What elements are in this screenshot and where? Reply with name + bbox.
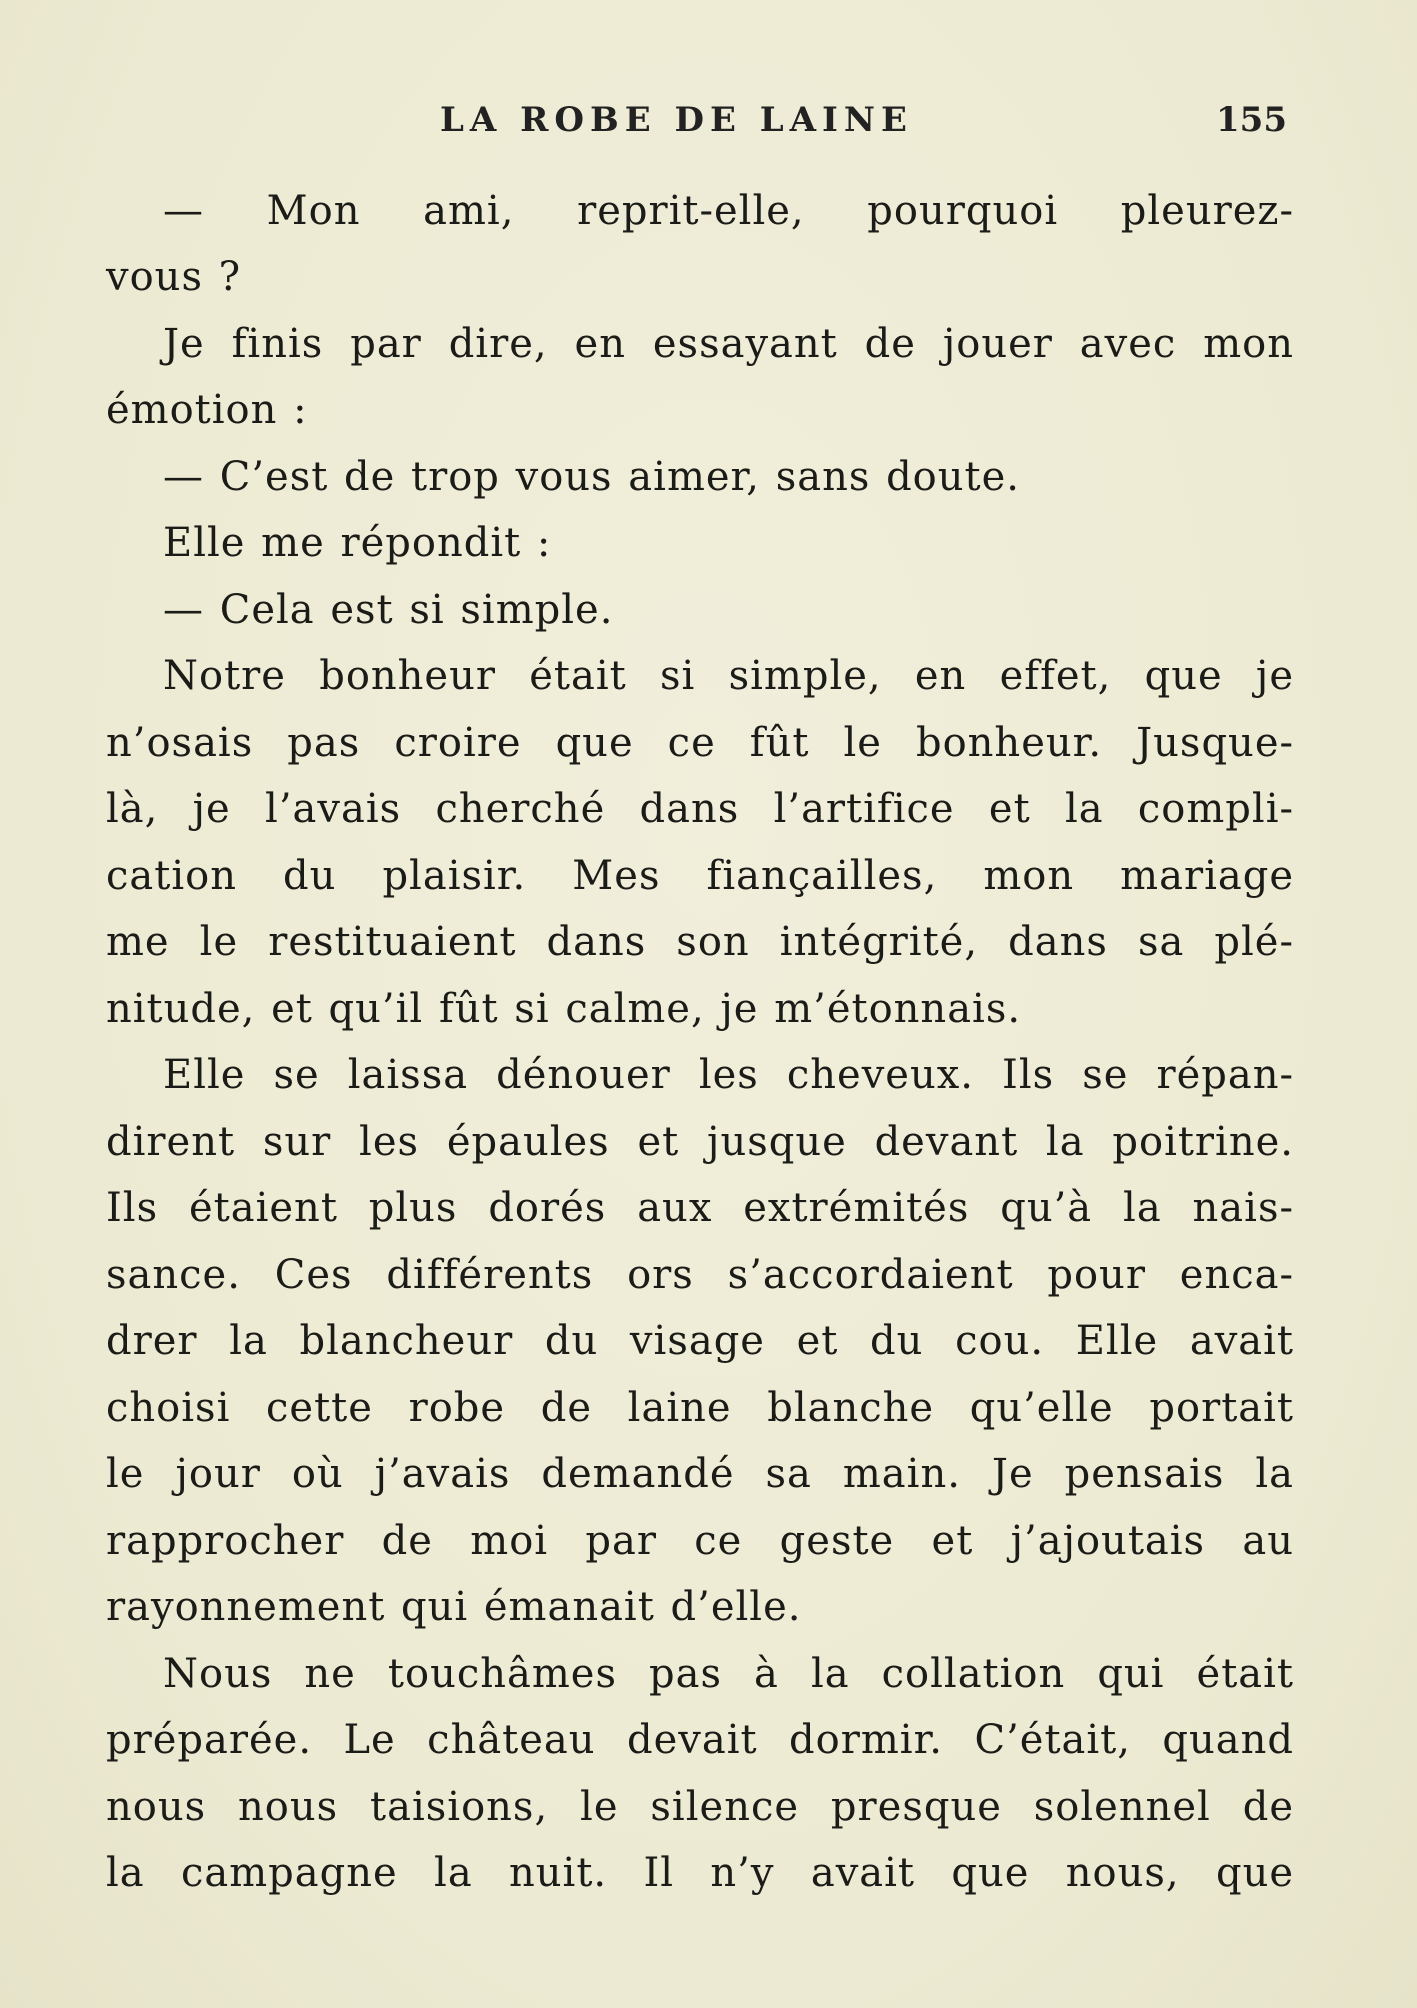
text-line: Nous ne touchâmes pas à la collation qui était — [163, 1651, 1294, 1697]
running-head: LA ROBE DE LAINE — [440, 100, 913, 140]
text-line: émotion : — [106, 387, 308, 433]
text-line: Ils étaient plus dorés aux extrémités qu’à la nais- — [106, 1185, 1294, 1231]
text-line: me le restituaient dans son intégrité, dans sa plé- — [106, 919, 1294, 965]
page-number: 155 — [1216, 100, 1287, 140]
text-line: nous nous taisions, le silence presque solennel de — [106, 1784, 1294, 1830]
text-line: rapprocher de moi par ce geste et j’ajoutais au — [106, 1518, 1294, 1564]
text-line: n’osais pas croire que ce fût le bonheur. Jusque- — [106, 720, 1294, 766]
text-line: — Cela est si simple. — [163, 587, 614, 633]
text-line: choisi cette robe de laine blanche qu’elle portait — [106, 1385, 1294, 1431]
text-line: là, je l’avais cherché dans l’artifice et la compli- — [106, 786, 1294, 832]
text-line: drer la blancheur du visage et du cou. Elle avait — [106, 1318, 1294, 1364]
text-line: Elle se laissa dénouer les cheveux. Ils se répan- — [163, 1052, 1294, 1098]
text-line: cation du plaisir. Mes fiançailles, mon mariage — [106, 853, 1294, 899]
text-line: Notre bonheur était si simple, en effet, que je — [163, 653, 1294, 699]
text-line: vous ? — [106, 254, 242, 300]
text-line: la campagne la nuit. Il n’y avait que nous, que — [106, 1850, 1294, 1896]
text-line: — Mon ami, reprit-elle, pourquoi pleurez- — [163, 188, 1294, 234]
text-line: dirent sur les épaules et jusque devant la poitrine. — [106, 1119, 1294, 1165]
text-line: le jour où j’avais demandé sa main. Je pensais la — [106, 1451, 1294, 1497]
text-line: Je finis par dire, en essayant de jouer avec mon — [163, 321, 1294, 367]
text-line: sance. Ces différents ors s’accordaient pour enca- — [106, 1252, 1294, 1298]
text-line: rayonnement qui émanait d’elle. — [106, 1584, 802, 1630]
text-line: préparée. Le château devait dormir. C’était, quand — [106, 1717, 1294, 1763]
text-line: — C’est de trop vous aimer, sans doute. — [163, 454, 1020, 500]
text-line: Elle me répondit : — [163, 520, 552, 566]
text-line: nitude, et qu’il fût si calme, je m’étonnais. — [106, 986, 1022, 1032]
